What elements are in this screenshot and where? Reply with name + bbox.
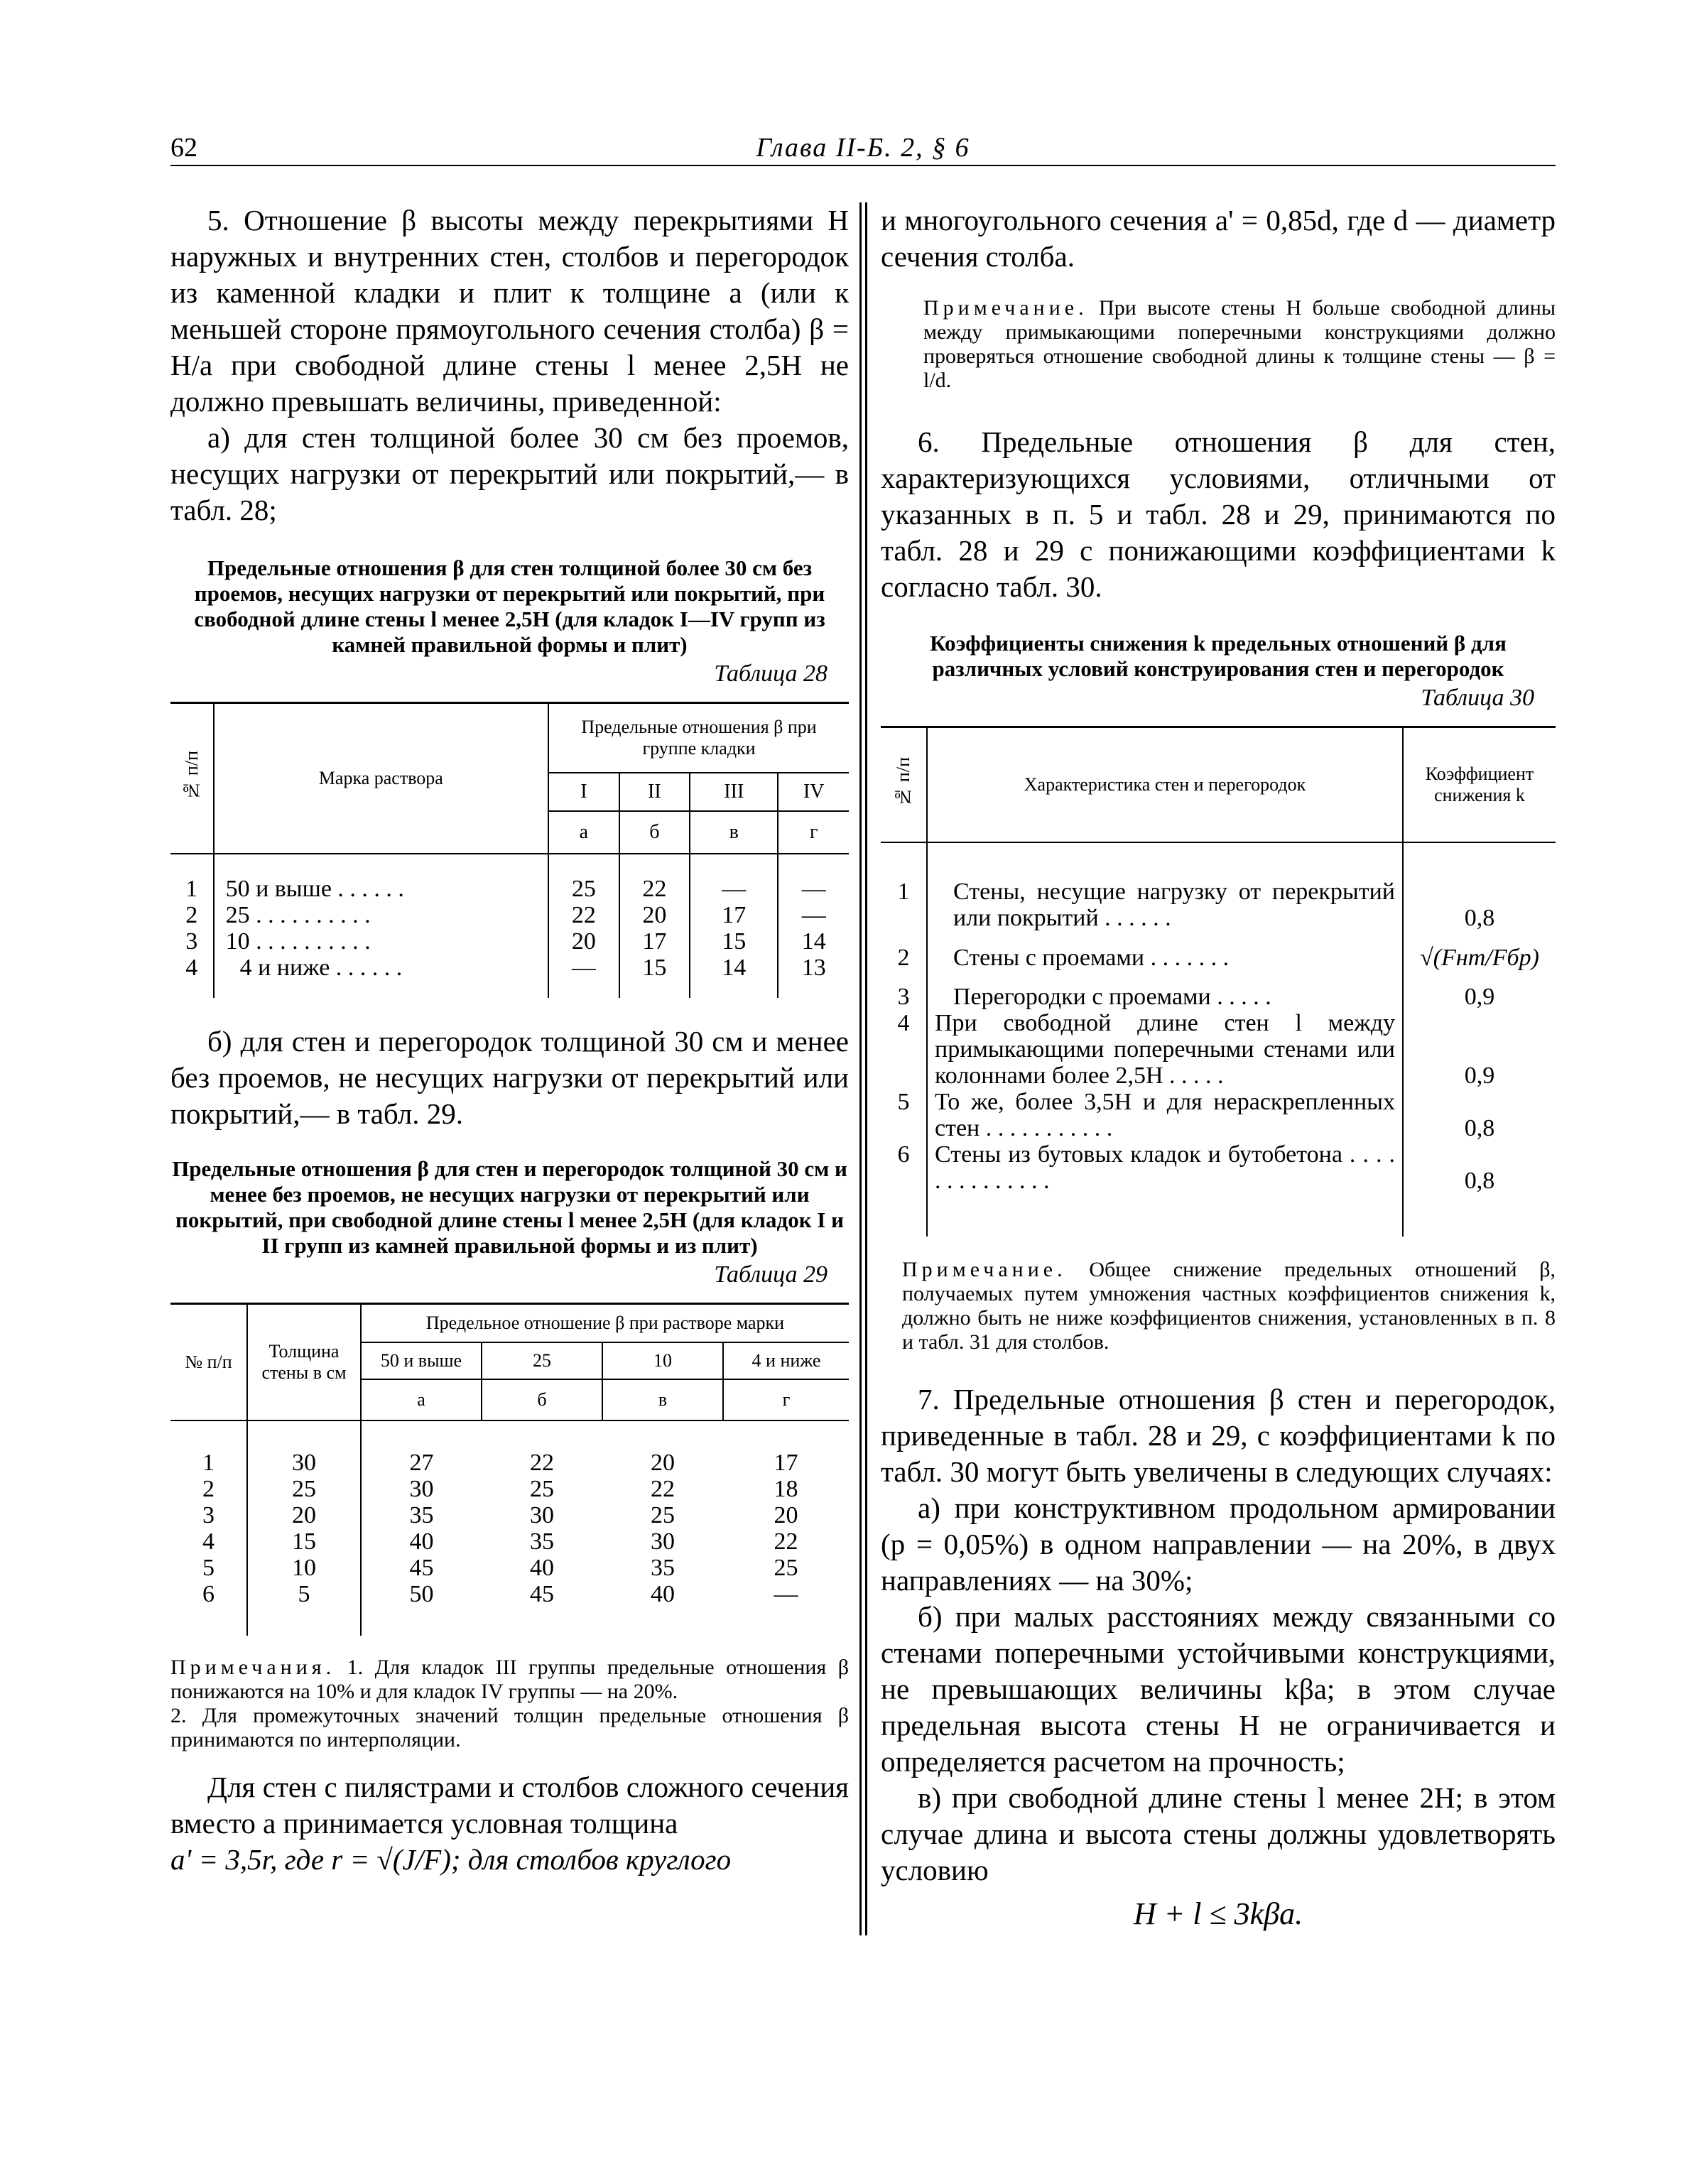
paragraph-pilasters: Для стен с пилястрами и столбов сложного сечения вместо a принимается условная толщина — [170, 1771, 849, 1840]
t28-header-mark: Марка раствора — [214, 703, 549, 854]
t29-mark-50: 50 и выше — [361, 1342, 482, 1379]
table-row: 3 10 . . . . . . . . . . 20 17 15 14 — [170, 928, 849, 955]
table-row: 3 Перегородки с проемами . . . . . 0,9 — [881, 984, 1556, 1010]
table-row: 5 То же, более 3,5H и для нераскрепленных стен . . . . . . . . . . . 0,8 — [881, 1089, 1556, 1141]
table-row: 1 30 27 22 20 17 — [202, 1450, 798, 1476]
table-28-label: Таблица 28 — [714, 661, 828, 687]
table-30-caption: Коэффициенты снижения k предельных отношений β для различных условий конструирования стен и перегородок — [930, 631, 1507, 681]
table-28 — [170, 702, 849, 998]
paragraph-5b: б) для стен и перегородок толщиной 30 см и менее без проемов, не несущих нагрузки от перекрытий или покрытий,— в табл. 29. — [170, 1025, 849, 1130]
table-28-caption: Предельные отношения β для стен толщиной более 30 см без проемов, несущих нагрузки от перекрытий или покрытий, при свободной длине стены l менее 2,5H (для кладок I—IV групп из камней правильной формы и плит) — [194, 555, 825, 657]
note-2: 2. Для промежуточных значений толщин предельные отношения β принимаются по интерполяции. — [170, 1704, 849, 1751]
right-column — [881, 202, 1556, 1932]
paragraph-7b: б) при малых расстояниях между связанными со стенами поперечными устойчивыми конструкциями, не превышающих величины kβa; в этом случае предельная высота стены H не ограничивается и определяется расчетом на прочность; — [881, 1600, 1556, 1778]
table-29-caption: Предельные отношения β для стен и перегородок толщиной 30 см и менее без проемов, не несущих нагрузки от перекрытий или покрытий, при свободной длине стены l менее 2,5H (для кладок I и II групп из камней правильной формы и из плит) — [172, 1156, 847, 1258]
t28-letter-v: в — [690, 811, 778, 854]
paragraph-7: 7. Предельные отношения β стен и перегородок, приведенные в табл. 28 и 29, с коэффициентами k по табл. 30 могут быть увеличены в следующих случаях: — [881, 1383, 1556, 1488]
paragraph-5: 5. Отношение β высоты между перекрытиями H наружных и внутренних стен, столбов и перегородок из каменной кладки и плит к толщине a (или к меньшей стороне прямоугольного сечения столба) β = H/a при свободной длине стены l менее 2,5H не должно превышать величины, приведенной: — [170, 204, 849, 418]
table-30-note — [881, 1258, 1556, 1354]
note-1: 1. Для кладок III группы предельные отношения β понижаются на 10% и для кладок IV группы — на 20%. — [170, 1656, 849, 1703]
page-number: 62 — [170, 133, 197, 163]
table-row: 6 Стены из бутовых кладок и бутобетона . . . . . . . . . . . . . . 0,8 — [881, 1141, 1556, 1194]
table-row: 1 Стены, несущие нагрузку от перекрытий или покрытий . . . . . . 0,8 — [881, 879, 1556, 931]
t28-header-num: № п/п — [180, 751, 202, 801]
t29-letter-b: б — [482, 1379, 602, 1420]
table-row: 4 15 40 35 30 22 — [202, 1528, 798, 1555]
table-row: 6 5 50 45 40 — — [202, 1581, 798, 1607]
paragraph-6: 6. Предельные отношения β для стен, характеризующихся условиями, отличными от указанных в п. 5 и табл. 28 и 29, принимаются по табл. 28 и 29 с понижающими коэффициентами k согласно табл. 30. — [881, 425, 1556, 603]
t29-letter-g: г — [723, 1379, 849, 1420]
left-column — [170, 202, 849, 1878]
paragraph-7a: а) при конструктивном продольном армировании (p = 0,05%) в одном направлении — на 20%, в двух направлениях — на 30%; — [881, 1492, 1556, 1597]
table-row: 3 20 35 30 25 20 — [202, 1502, 798, 1528]
t28-header-group: Предельные отношения β при группе кладки — [548, 703, 849, 773]
t28-group-iv: IV — [778, 773, 849, 811]
note-30-text: Общее снижение предельных отношений β, получаемых путем умножения частных коэффициентов снижения k, должно быть не ниже коэффициентов снижения, установленных в п. 8 и табл. 31 для столбов. — [902, 1258, 1556, 1354]
table-row: 2 Стены с проемами . . . . . . . √(Fнт/Fбр) — [881, 931, 1556, 984]
paragraph-5a: а) для стен толщиной более 30 см без проемов, несущих нагрузки от перекрытий или покрытий,— в табл. 28; — [170, 421, 849, 526]
t30-header-characteristic: Характеристика стен и перегородок — [927, 727, 1403, 843]
t29-mark-10: 10 — [602, 1342, 723, 1379]
t28-letter-g: г — [778, 811, 849, 854]
t28-letter-b: б — [619, 811, 690, 854]
table-row: 4 При свободной длине стен l между примыкающими поперечными стенами или колоннами более 2,5H . . . . . 0,9 — [881, 1010, 1556, 1089]
note-label: Примечание. — [923, 296, 1088, 320]
note-30-label: Примечание. — [902, 1258, 1067, 1281]
t28-letter-a: а — [548, 811, 619, 854]
t29-letter-a: а — [361, 1379, 482, 1420]
paragraph-7c: в) при свободной длине стены l менее 2H; в этом случае длина и высота стены должны удовлетворять условию — [881, 1781, 1556, 1886]
t29-header-thickness: Толщина стены в см — [247, 1304, 361, 1421]
notes-label: Примечания. — [170, 1656, 336, 1679]
column-divider — [859, 202, 862, 1935]
pilasters-formula: a' = 3,5r, где r = √(J/F); для столбов круглого — [170, 1843, 732, 1876]
t29-mark-4: 4 и ниже — [723, 1342, 849, 1379]
free-length-note — [881, 296, 1556, 393]
t30-header-num: № п/п — [893, 757, 913, 808]
t30-header-coefficient: Коэффициент снижения k — [1403, 727, 1556, 843]
column-divider — [865, 202, 867, 1935]
table-row: 5 10 45 40 35 25 — [202, 1555, 798, 1581]
note-text: При высоте стены H больше свободной длины между примыкающими поперечными конструкциями должно проверяться отношение свободной длины к толщине стены — β = l/d. — [923, 296, 1556, 392]
table-row: 1 50 и выше . . . . . . 25 22 — — — [170, 876, 849, 902]
t29-letter-v: в — [602, 1379, 723, 1420]
table-row: 4 4 и ниже . . . . . . — 15 14 13 — [170, 955, 849, 981]
table-row: 2 25 . . . . . . . . . . 22 20 17 — — [170, 902, 849, 928]
table-row: 2 25 30 25 22 18 — [202, 1476, 798, 1502]
chapter-title: Глава II-Б. 2, § 6 — [756, 133, 970, 163]
table-29-label: Таблица 29 — [714, 1261, 828, 1288]
t29-header-num: № п/п — [170, 1304, 247, 1421]
t28-group-iii: III — [690, 773, 778, 811]
condition-formula: H + l ≤ 3kβa. — [1133, 1896, 1303, 1931]
t29-mark-25: 25 — [482, 1342, 602, 1379]
t28-group-i: I — [548, 773, 619, 811]
table-30-label: Таблица 30 — [1421, 685, 1534, 711]
t28-group-ii: II — [619, 773, 690, 811]
table-29-notes — [170, 1656, 849, 1752]
table-30 — [881, 726, 1556, 1237]
t29-header-ratio: Предельное отношение β при растворе марки — [361, 1304, 849, 1343]
table-29 — [170, 1303, 849, 1636]
running-head — [170, 128, 1556, 166]
paragraph-continuation: и многоугольного сечения a' = 0,85d, где d — диаметр сечения столба. — [881, 204, 1556, 273]
